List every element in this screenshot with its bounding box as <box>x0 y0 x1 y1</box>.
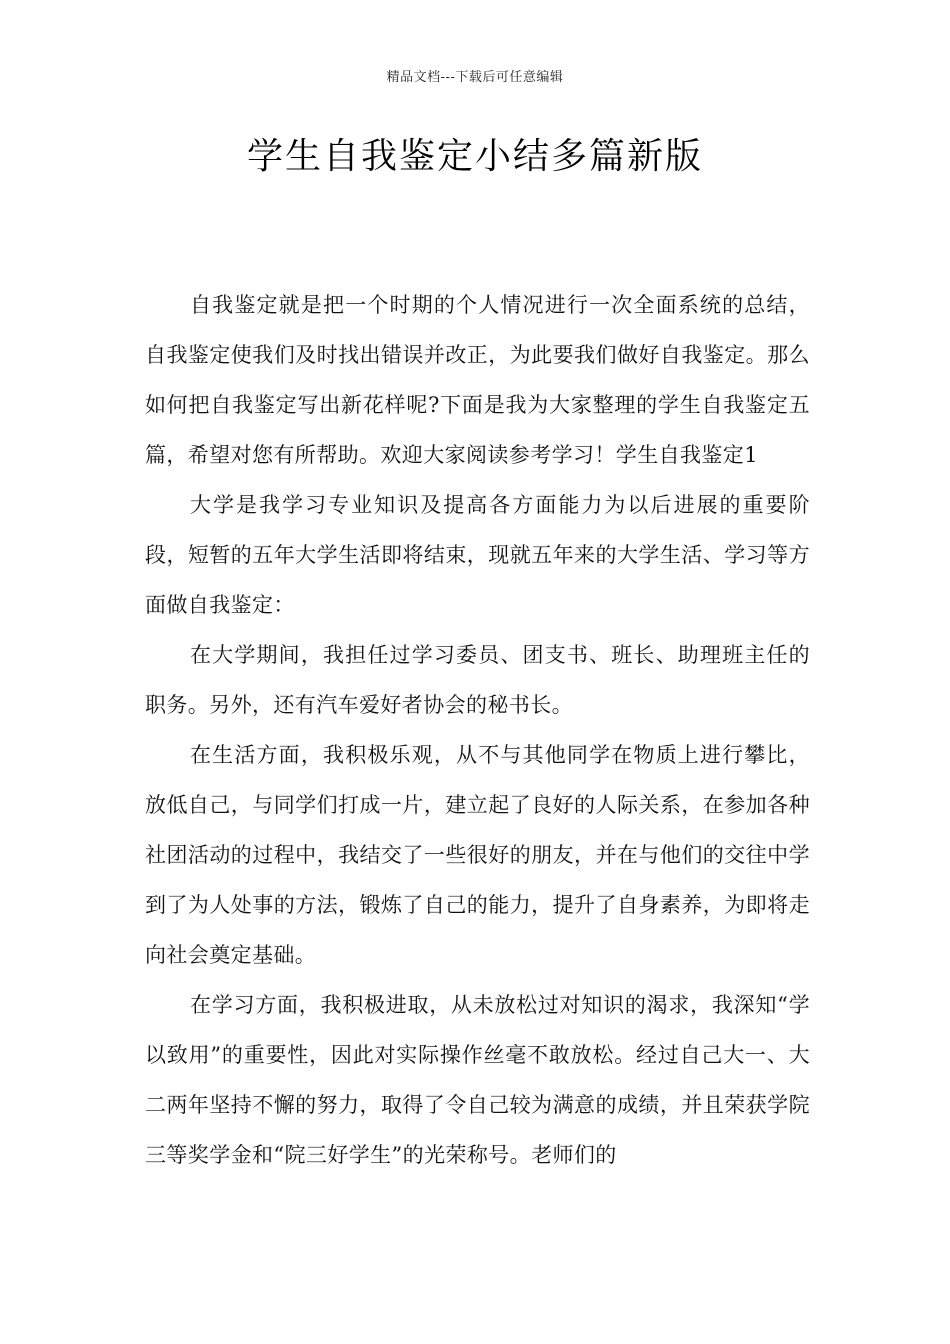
header-note: 精品文档---下载后可任意编辑 <box>386 70 564 85</box>
paragraph-life: 在生活方面，我积极乐观，从不与其他同学在物质上进行攀比，放低自己，与同学们打成一片，建立起了良好的人际关系，在参加各种社团活动的过程中，我结交了一些很好的朋友，并在与他们的交往中学到了为人处事的方法，锻炼了自己的能力，提升了自身素养，为即将走向社会奠定基础。 <box>145 743 810 967</box>
paragraph-university-overview: 大学是我学习专业知识及提高各方面能力为以后进展的重要阶段，短暂的五年大学生活即将结束，现就五年来的大学生活、学习等方面做自我鉴定： <box>145 493 810 617</box>
paragraph-intro: 自我鉴定就是把一个时期的个人情况进行一次全面系统的总结，自我鉴定使我们及时找出错误并改正，为此要我们做好自我鉴定。那么如何把自我鉴定写出新花样呢?下面是我为大家整理的学生自我鉴定五篇，希望对您有所帮助。欢迎大家阅读参考学习！学生自我鉴定1 <box>145 293 810 467</box>
document-body <box>145 280 810 1180</box>
paragraph-positions: 在大学期间，我担任过学习委员、团支书、班长、助理班主任的职务。另外，还有汽车爱好者协会的秘书长。 <box>145 643 810 717</box>
document-title: 学生自我鉴定小结多篇新版 <box>246 136 703 177</box>
paragraph-study: 在学习方面，我积极进取，从未放松过对知识的渴求，我深知“学以致用”的重要性，因此对实际操作丝毫不敢放松。经过自己大一、大二两年坚持不懈的努力，取得了令自己较为满意的成绩，并且荣获学院三等奖学金和“院三好学生”的光荣称号。老师们的 <box>145 993 810 1167</box>
